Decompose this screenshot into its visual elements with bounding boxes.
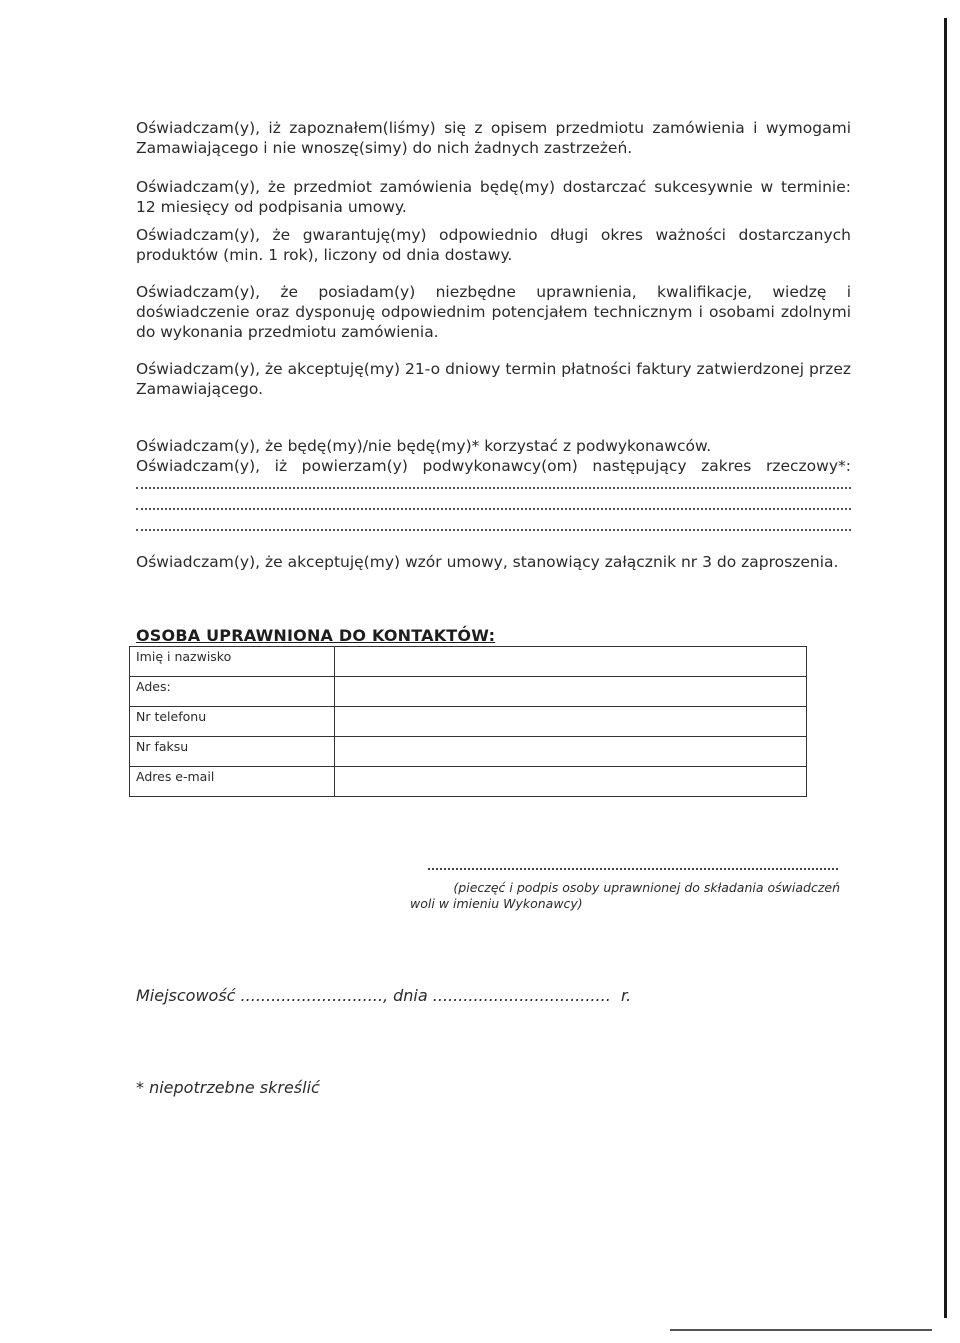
statement-warranty: Oświadczam(y), że gwarantuję(my) odpowiednio długi okres ważności dostarczanych produktów (min. 1 rok), liczony od dnia dostawy. (136, 226, 851, 264)
statement-qualifications: Oświadczam(y), że posiadam(y) niezbędne uprawnienia, kwalifikacje, wiedzę i doświadczenie oraz dysponuję odpowiednim potencjałem technicznym i osobami zdolnymi do wykonania przedmiotu zamówienia. (136, 283, 851, 341)
scan-edge-line (944, 18, 947, 1318)
contact-label-email: Adres e-mail (130, 767, 335, 797)
fill-line-2 (136, 500, 851, 510)
place-and-date: Miejscowość ............................, dnia ................................... r. (136, 986, 632, 1005)
table-row (130, 647, 807, 677)
contact-label-phone: Nr telefonu (130, 707, 335, 737)
statement-contract-template: Oświadczam(y), że akceptuję(my) wzór umowy, stanowiący załącznik nr 3 do zaproszenia. (136, 553, 839, 571)
fill-line-1 (136, 479, 851, 489)
statement-familiarized: Oświadczam(y), iż zapoznałem(liśmy) się z opisem przedmiotu zamówienia i wymogami Zamawiającego i nie wnoszę(simy) do nich żadnych zastrzeżeń. (136, 119, 851, 157)
signature-caption-line1: (pieczęć i podpis osoby uprawnionej do składania oświadczeń (453, 880, 840, 895)
signature-line (428, 860, 838, 870)
contact-label-address: Ades: (130, 677, 335, 707)
contact-value-address[interactable] (335, 677, 807, 707)
statement-delivery-term: Oświadczam(y), że przedmiot zamówienia będę(my) dostarczać sukcesywnie w terminie: 12 miesięcy od podpisania umowy. (136, 178, 851, 216)
table-row (130, 707, 807, 737)
contact-label-name: Imię i nazwisko (130, 647, 335, 677)
contact-value-fax[interactable] (335, 737, 807, 767)
signature-caption (410, 880, 840, 912)
contact-value-phone[interactable] (335, 707, 807, 737)
signature-caption-line2: woli w imieniu Wykonawcy) (410, 896, 583, 911)
table-row (130, 737, 807, 767)
contact-label-fax: Nr faksu (130, 737, 335, 767)
contact-table (129, 646, 807, 797)
scan-bottom-line (670, 1329, 932, 1331)
statement-subcontractors: Oświadczam(y), że będę(my)/nie będę(my)* korzystać z podwykonawców. (136, 437, 712, 455)
statement-payment-term: Oświadczam(y), że akceptuję(my) 21-o dniowy termin płatności faktury zatwierdzonej przez Zamawiającego. (136, 360, 851, 398)
table-row (130, 677, 807, 707)
footnote: * niepotrzebne skreślić (136, 1078, 320, 1097)
table-row (130, 767, 807, 797)
contact-value-name[interactable] (335, 647, 807, 677)
contact-section-title: OSOBA UPRAWNIONA DO KONTAKTÓW: (136, 626, 496, 645)
fill-line-3 (136, 521, 851, 531)
statement-subcontract-scope: Oświadczam(y), iż powierzam(y) podwykonawcy(om) następujący zakres rzeczowy*: (136, 457, 851, 475)
contact-value-email[interactable] (335, 767, 807, 797)
